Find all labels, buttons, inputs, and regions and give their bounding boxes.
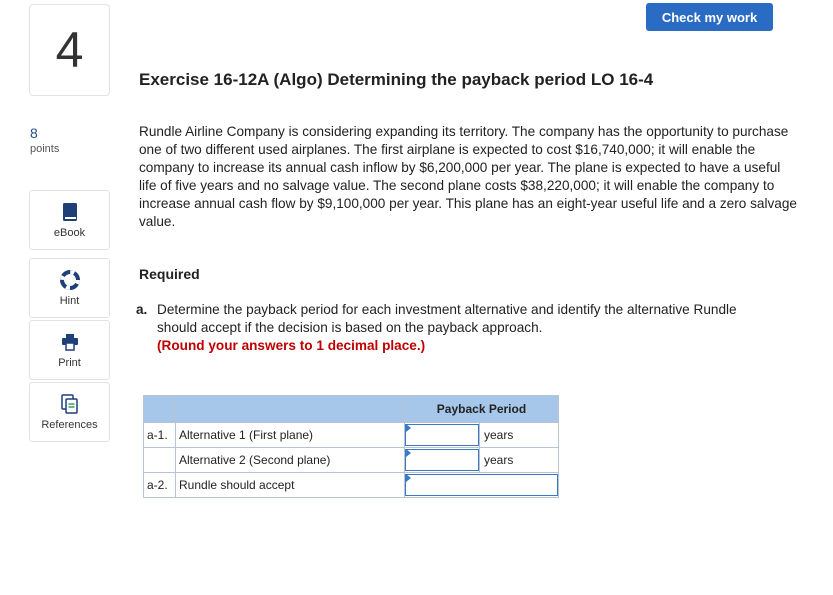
print-label: Print [58, 357, 81, 369]
table-row [144, 448, 559, 473]
row-label: Rundle should accept [176, 473, 405, 498]
part-a-instructions [136, 301, 776, 355]
printer-icon [61, 331, 79, 353]
print-button[interactable] [29, 320, 110, 380]
row-label: Alternative 2 (Second plane) [176, 448, 405, 473]
payback-alt1-cell [405, 423, 480, 448]
payback-alt1-input[interactable] [405, 424, 479, 446]
row-code: a-1. [144, 423, 176, 448]
points-box [30, 125, 110, 155]
ebook-button[interactable] [29, 190, 110, 250]
row-code [144, 448, 176, 473]
row-label: Alternative 1 (First plane) [176, 423, 405, 448]
points-label: points [30, 143, 60, 155]
header-payback-period: Payback Period [405, 396, 559, 423]
answer-table [143, 395, 559, 498]
accept-choice-input[interactable] [405, 474, 558, 496]
problem-text: Rundle Airline Company is considering expanding its territory. The company has the opportunity to purchase one of two different used airplanes. The first airplane is expected to cost $16,740,000; it will enable the company to increase its annual cash inflow by $6,200,000 per year. The plane is expected to have a useful life of five years and no salvage value. The second plane costs $38,220,000; it will enable the company to increase annual cash flow by $9,100,000 per year. This plane has an eight-year useful life and a zero salvage value. [139, 124, 797, 229]
copy-pages-icon [61, 393, 79, 415]
book-icon [62, 201, 78, 223]
question-number: 4 [29, 4, 110, 96]
payback-alt2-input[interactable] [405, 449, 479, 471]
accept-choice-cell [405, 473, 559, 498]
header-blank-label [176, 396, 405, 423]
table-row [144, 473, 559, 498]
row-code: a-2. [144, 473, 176, 498]
references-button[interactable] [29, 382, 110, 442]
ebook-label: eBook [53, 227, 86, 239]
table-header-row [144, 396, 559, 423]
points-value: 8 [30, 125, 38, 141]
payback-alt2-cell [405, 448, 480, 473]
exercise-title: Exercise 16-12A (Algo) Determining the payback period LO 16-4 [139, 70, 654, 89]
table-row [144, 423, 559, 448]
required-heading: Required [139, 266, 200, 282]
rounding-note: (Round your answers to 1 decimal place.) [157, 338, 426, 353]
check-my-work-button[interactable]: Check my work [646, 3, 773, 31]
part-a-letter: a. [136, 302, 148, 317]
row-unit: years [480, 448, 559, 473]
row-unit: years [480, 423, 559, 448]
hint-button[interactable] [29, 258, 110, 318]
header-blank-code [144, 396, 176, 423]
lifebuoy-icon [60, 269, 80, 291]
references-label: References [41, 419, 98, 431]
part-a-text: Determine the payback period for each investment alternative and identify the alternative Rundle should accept if the decision is based on the payback approach. [157, 302, 737, 335]
hint-label: Hint [59, 295, 80, 307]
